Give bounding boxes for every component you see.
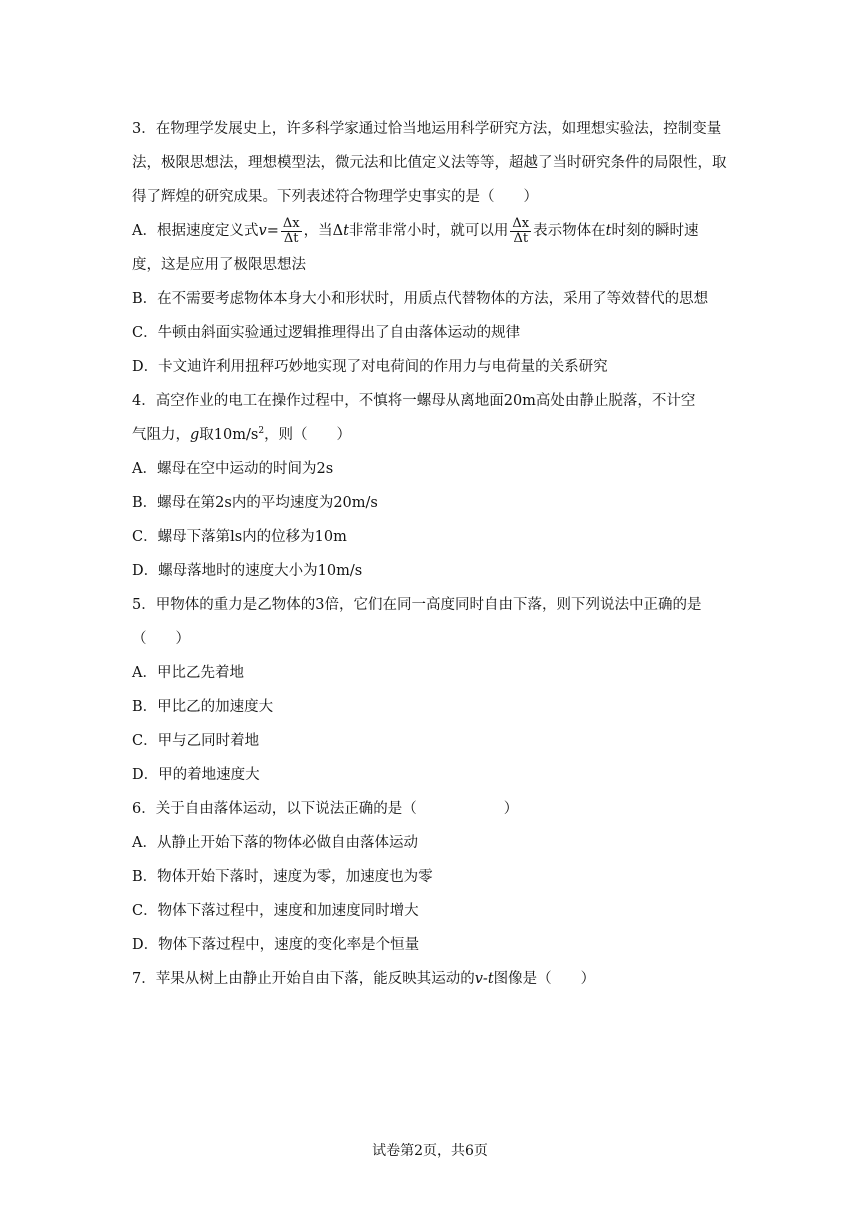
q3-option-d: D．卡文迪许利用扭秤巧妙地实现了对电荷间的作用力与电荷量的关系研究: [132, 359, 608, 375]
questions: [132, 112, 730, 996]
q5-stem-line2: （ ）: [132, 631, 190, 647]
q4-option-a: A．螺母在空中运动的时间为2s: [132, 461, 334, 477]
q6-option-d: D．物体下落过程中，速度的变化率是个恒量: [132, 937, 420, 953]
q4-option-b: B．螺母在第2s内的平均速度为20m/s: [132, 495, 378, 511]
q5-option-a: A．甲比乙先着地: [132, 665, 244, 681]
q4-stem-line2: 气阻力，g取$10m/s^2$，则（ ）: [132, 426, 352, 443]
q3-stem: 3．在物理学发展史上，许多科学家通过恰当地运用科学研究方法，如理想实验法，控制变量法，极限思想法，理想模型法，微元法和比值定义法等等，超越了当时研究条件的局限性，取得了辉煌的研究成果。下列表述符合物理学史事实的是（ ）: [132, 121, 727, 205]
page-footer: 试卷第2页，共6页: [372, 1143, 488, 1159]
q5-stem-line1: 5．甲物体的重力是乙物体的3倍，它们在同一高度同时自由下落，则下列说法中正确的是: [132, 597, 702, 613]
q5-option-c: C．甲与乙同时着地: [132, 733, 260, 749]
q6-stem: 6．关于自由落体运动，以下说法正确的是（ ）: [132, 801, 519, 817]
q5-option-b: B．甲比乙的加速度大: [132, 699, 274, 715]
delta-x-over-delta-t-fraction: $\frac{\Delta x}{\Delta t}$: [282, 215, 300, 246]
q3-option-a-line2: 度，这是应用了极限思想法: [132, 257, 306, 273]
q4-option-c: C．螺母下落第ls内的位移为10m: [132, 529, 347, 545]
q4-option-d: D．螺母落地时的速度大小为10m/s: [132, 563, 363, 579]
q3-option-c: C．牛顿由斜面实验通过逻辑推理得出了自由落体运动的规律: [132, 325, 521, 341]
q7-stem: 7．苹果从树上由静止开始自由下落，能反映其运动的v-t图像是（ ）: [132, 971, 596, 987]
q3-option-b: B．在不需要考虑物体本身大小和形状时，用质点代替物体的方法，采用了等效替代的思想: [132, 291, 709, 307]
q6-option-a: A．从静止开始下落的物体必做自由落体运动: [132, 835, 418, 851]
q3-option-a-line1: A．根据速度定义式v= $\frac{\Delta x}{\Delta t}$ ，当Δt非常非常小时，就可以用 $\frac{\Delta x}{\Delta t}$ 表示物体在t时刻的瞬时速: [132, 215, 699, 246]
q6-option-b: B．物体开始下落时，速度为零，加速度也为零: [132, 869, 433, 885]
delta-x-over-delta-t-fraction: $\frac{\Delta x}{\Delta t}$: [512, 215, 530, 246]
q4-stem-line1: 4．高空作业的电工在操作过程中，不慎将一螺母从离地面20m高处由静止脱落，不计空: [132, 393, 696, 409]
q6-option-c: C．物体下落过程中，速度和加速度同时增大: [132, 903, 419, 919]
q5-option-d: D．甲的着地速度大: [132, 767, 260, 783]
